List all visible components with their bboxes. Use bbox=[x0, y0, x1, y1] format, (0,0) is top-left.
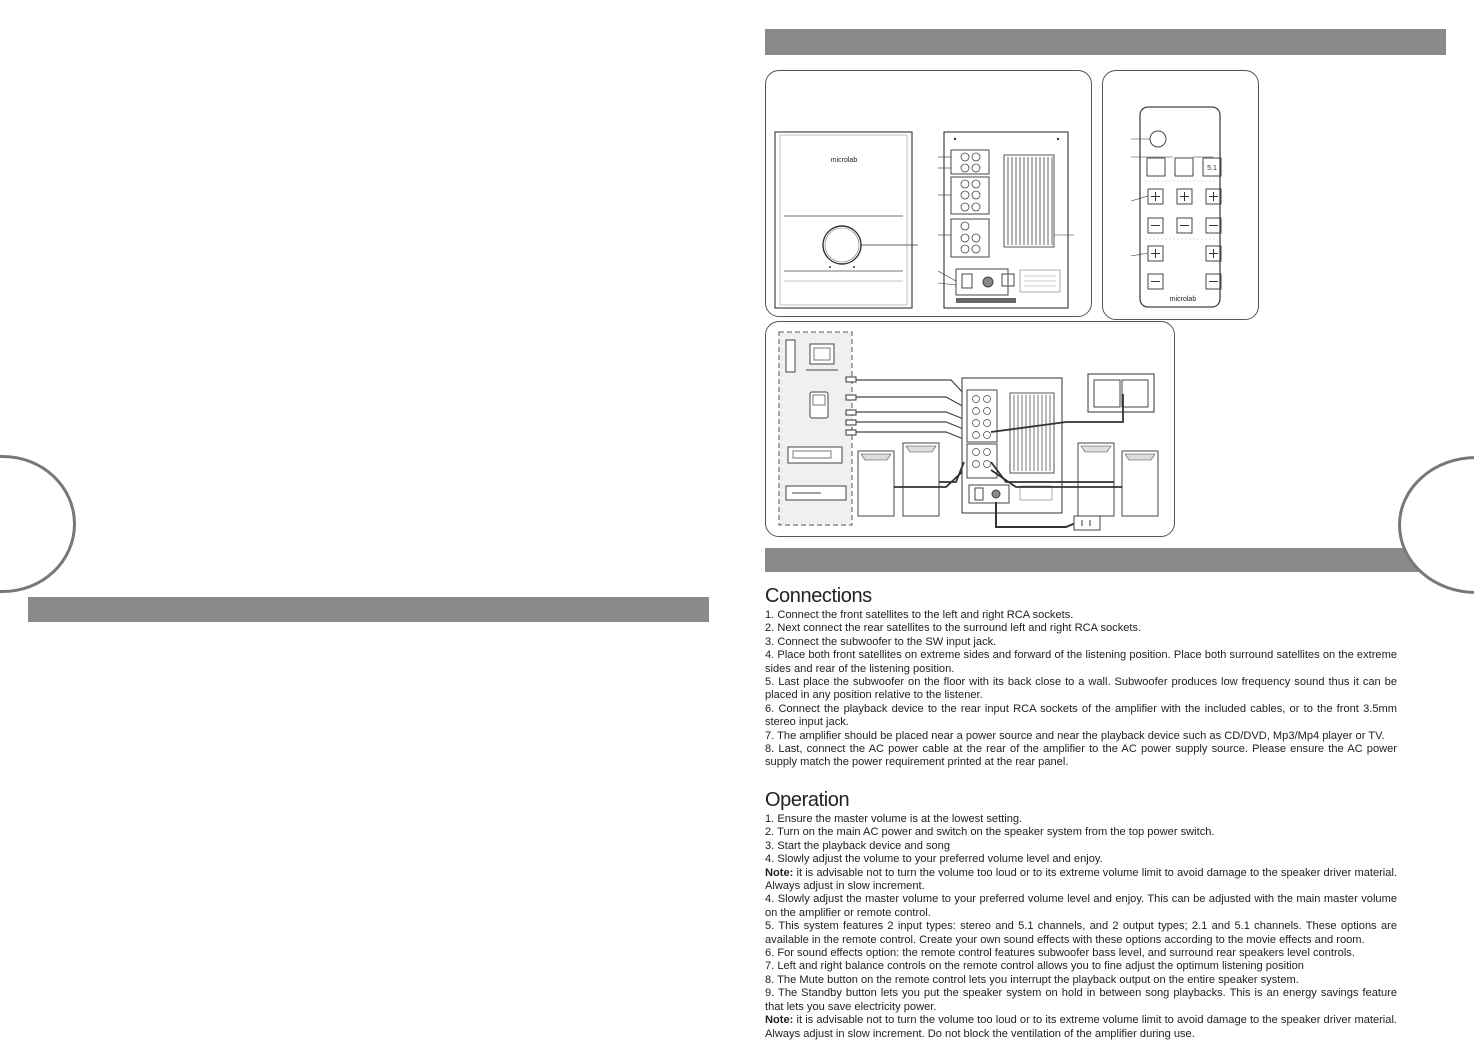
remote-control-illustration bbox=[1103, 71, 1258, 319]
operation-section bbox=[765, 789, 1397, 1041]
operation-item-4: 4. Slowly adjust the volume to your preferred volume level and enjoy. bbox=[765, 853, 1103, 866]
remote-figure-panel bbox=[1102, 70, 1259, 320]
operation-item-5: 4. Slowly adjust the master volume to your preferred volume level and enjoy. This can be adjusted with the main master volume on the amplifier or remote control. bbox=[765, 893, 1397, 919]
right-page-tab bbox=[1398, 456, 1474, 594]
middle-section-bar bbox=[765, 548, 1446, 572]
connection-diagram bbox=[766, 322, 1174, 536]
amplifier-figure-panel bbox=[765, 70, 1092, 317]
left-section-bar bbox=[28, 597, 709, 622]
operation-item-3: 3. Start the playback device and song bbox=[765, 839, 951, 852]
connections-item-6: 6. Connect the playback device to the rear input RCA sockets of the amplifier with the included cables, or to the front 3.5mm stereo input jack. bbox=[765, 702, 1397, 729]
connections-section bbox=[765, 585, 1397, 770]
connections-item-1: 1. Connect the front satellites to the left and right RCA sockets. bbox=[765, 609, 1074, 621]
connections-item-3: 3. Connect the subwoofer to the SW input jack. bbox=[765, 635, 997, 648]
operation-item-7: 6. For sound effects option: the remote control features subwoofer bass level, and surround rear speakers level controls. bbox=[765, 947, 1355, 960]
connections-heading: Connections bbox=[765, 585, 872, 607]
front-brand-logo: microlab bbox=[830, 157, 858, 164]
connections-item-5: 5. Last place the subwoofer on the floor with its back close to a wall. Subwoofer produces low frequency sound thus it can be placed in any position relative to the listener. bbox=[765, 676, 1397, 702]
operation-note-2: Note: it is advisable not to turn the volume too loud or to its extreme volume limit to avoid damage to the speaker driver material. Always adjust in slow increment. Do not block the ventilation of the amplifier during use. bbox=[765, 1014, 1397, 1040]
connections-item-7: 7. The amplifier should be placed near a power source and near the playback device such as CD/DVD, Mp3/Mp4 player or TV. bbox=[765, 729, 1385, 742]
operation-item-10: 9. The Standby button lets you put the speaker system on hold in between song playbacks. This is an energy savings feature that lets you save electricity power. bbox=[765, 987, 1397, 1013]
operation-item-9: 8. The Mute button on the remote control lets you interrupt the playback output on the entire speaker system. bbox=[765, 973, 1299, 986]
remote-brand-logo: microlab bbox=[1169, 296, 1197, 303]
connections-item-2: 2. Next connect the rear satellites to the surround left and right RCA sockets. bbox=[765, 622, 1142, 635]
operation-item-2: 2. Turn on the main AC power and switch on the speaker system from the top power switch. bbox=[765, 826, 1215, 839]
operation-heading: Operation bbox=[765, 789, 850, 811]
connections-item-4: 4. Place both front satellites on extreme sides and forward of the listening position. Place both surround satellites on the extreme sides and rear of the listening position. bbox=[765, 649, 1397, 675]
connections-item-8: 8. Last, connect the AC power cable at the rear of the amplifier to the AC power supply source. Please ensure the AC power supply match the power requirement printed at the rear panel. bbox=[765, 743, 1397, 769]
remote-channel-label: 5.1 bbox=[1207, 165, 1217, 172]
operation-item-1: 1. Ensure the master volume is at the lowest setting. bbox=[765, 813, 1023, 825]
operation-item-6: 5. This system features 2 input types: stereo and 5.1 channels, and 2 output types; 2.1 and 5.1 channels. These options are available in the remote control. Create your own sound effects with these options according to the movie effects and room. bbox=[765, 920, 1397, 946]
top-section-bar bbox=[765, 29, 1446, 55]
amplifier-illustration bbox=[766, 71, 1091, 316]
operation-note-1: Note: it is advisable not to turn the volume too loud or to its extreme volume limit to avoid damage to the speaker driver material. Always adjust in slow increment. bbox=[765, 866, 1397, 893]
operation-item-8: 7. Left and right balance controls on the remote control allows you to fine adjust the optimum listening position bbox=[765, 960, 1304, 973]
left-page-tab bbox=[0, 455, 76, 593]
connection-diagram-panel bbox=[765, 321, 1175, 537]
